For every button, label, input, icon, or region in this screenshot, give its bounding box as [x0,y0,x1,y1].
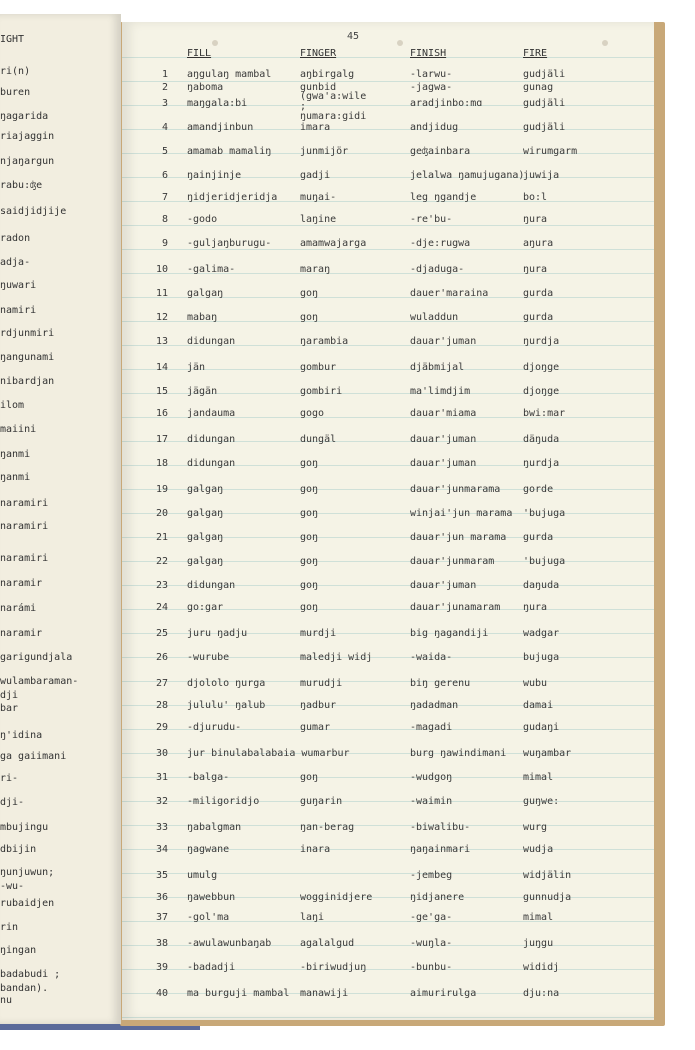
row-number: 12 [155,312,168,323]
finish-cell: big ŋagandiji [410,628,489,639]
left-page-fragment: radon [0,233,31,244]
fire-cell: damai [523,700,554,711]
finger-cell: ŋadbur [300,700,337,711]
finger-cell: imara [300,122,331,133]
finger-cell: aŋbirgalg [300,69,355,80]
finger-cell: goŋ [300,312,319,323]
finish-cell: burg ŋawindimani [410,748,507,759]
fire-cell: gudaŋi [523,722,560,733]
row-number: 9 [161,238,168,249]
fire-cell: wubu [523,678,548,689]
finger-cell: goŋ [300,580,319,591]
row-number: 31 [155,772,168,783]
row-number: 33 [155,822,168,833]
fire-cell: mimal [523,772,554,783]
row-number: 15 [155,386,168,397]
left-page-fragment: ri- [0,773,19,784]
fire-cell: ŋura [523,602,548,613]
fire-cell: guŋwe: [523,796,560,807]
fill-cell: -gol'ma [187,912,230,923]
finish-cell: jelalwa ŋamujugana) [410,170,525,181]
finger-cell: goŋ [300,288,319,299]
fire-cell: widjälin [523,870,572,881]
finish-cell: dauar'juman [410,580,477,591]
fire-cell: mimal [523,912,554,923]
row-number: 27 [155,678,168,689]
finger-cell: goŋ [300,508,319,519]
fill-cell: galgaŋ [187,556,224,567]
finish-cell: -jembeg [410,870,453,881]
header-fill: FILL [187,48,212,59]
row-number: 16 [155,408,168,419]
fire-cell: wurg [523,822,548,833]
finish-cell: -djaduga- [410,264,465,275]
finish-cell: dauar'junmarama [410,484,501,495]
left-page-fragment: njaŋargun [0,156,55,167]
finger-cell: gogo [300,408,325,419]
finger-cell: maledji widj [300,652,373,663]
fill-cell: jur binulabalabaia wumarbur [187,748,350,759]
fire-cell: ŋurdja [523,336,560,347]
fill-cell: ŋidjeridjeridja [187,192,278,203]
finish-cell: -bunbu- [410,962,453,973]
fill-cell: -guljaŋburugu- [187,238,272,249]
row-number: 39 [155,962,168,973]
fill-cell: didungan [187,580,236,591]
finish-cell: winjai'jun marama [410,508,513,519]
left-page-fragment: rdjunmiri [0,328,55,339]
left-page-fragment: ri(n) [0,66,31,77]
left-page-fragment: adja- [0,257,31,268]
left-page-fragment: naramiri [0,553,49,564]
fire-cell: wadgar [523,628,560,639]
left-page-fragment: maiini [0,424,37,435]
finger-cell: -biriwudjuŋ [300,962,367,973]
finger-cell: amamwajarga [300,238,367,249]
finish-cell: dauer'maraina [410,288,489,299]
finger-cell: goŋ [300,556,319,567]
row-number: 19 [155,484,168,495]
fill-cell: ŋawebbun [187,892,236,903]
finish-cell: -waimin [410,796,453,807]
left-page [0,14,121,1024]
left-page-fragment: mbujingu [0,822,49,833]
fill-cell: didungan [187,434,236,445]
finish-cell: -wuŋla- [410,938,453,949]
fire-cell: ŋurdja [523,458,560,469]
row-number: 11 [155,288,168,299]
row-number: 21 [155,532,168,543]
row-number: 6 [161,170,168,181]
finger-cell: gumar [300,722,331,733]
left-page-fragment: ga gaiimani [0,751,67,762]
fire-cell: gudjäli [523,98,566,109]
left-page-fragment: IGHT [0,34,25,45]
row-number: 18 [155,458,168,469]
left-page-fragment: nibardjan [0,376,55,387]
fire-cell: gunag [523,82,554,93]
header-finish: FINISH [410,48,447,59]
finish-cell: dauar'miama [410,408,477,419]
left-page-fragment: wulambaraman- [0,676,79,687]
fill-cell: jandauma [187,408,236,419]
left-page-fragment: ŋagarida [0,111,49,122]
row-number: 37 [155,912,168,923]
row-number: 17 [155,434,168,445]
finish-cell: leg ŋgandje [410,192,477,203]
row-number: 13 [155,336,168,347]
finger-cell: goŋ [300,532,319,543]
row-number: 29 [155,722,168,733]
finger-cell: manawiji [300,988,349,999]
finger-cell: junmijör [300,146,349,157]
finger-cell: ŋan-berag [300,822,355,833]
finger-cell: goŋ [300,458,319,469]
finger-cell: dungäl [300,434,337,445]
left-page-fragment: bar [0,703,19,714]
fire-cell: bo:l [523,192,548,203]
left-page-fragment: nu [0,995,13,1006]
fire-cell: däŋuda [523,434,560,445]
finish-cell: -magadi [410,722,453,733]
finger-cell: ŋarambia [300,336,349,347]
fire-cell: bwi:mar [523,408,566,419]
fire-cell: gunnudja [523,892,572,903]
fill-cell: -miligoridjo [187,796,260,807]
fire-cell: wirumgarm [523,146,578,157]
fire-cell: gurda [523,288,554,299]
fire-cell: gudjäli [523,122,566,133]
left-page-fragment: badabudi ; [0,969,61,980]
fire-cell: dju:na [523,988,560,999]
fill-cell: didungan [187,336,236,347]
finish-cell: -waida- [410,652,453,663]
left-page-fragment: ŋanmi [0,472,31,483]
fill-cell: -godo [187,214,218,225]
fire-cell: djoŋge [523,386,560,397]
row-number: 24 [155,602,168,613]
fill-cell: jägän [187,386,218,397]
finish-cell: -ge'ga- [410,912,453,923]
fire-cell: gudjäli [523,69,566,80]
finish-cell: andjidug [410,122,459,133]
finger-cell: gunbid [300,82,337,93]
finish-cell: -dje:rugwa [410,238,471,249]
fill-cell: -badadji [187,962,236,973]
fill-cell: jän [187,362,206,373]
fill-cell: galgaŋ [187,532,224,543]
fill-cell: ŋabalgman [187,822,242,833]
finger-cell: inara [300,844,331,855]
fill-cell: -djurudu- [187,722,242,733]
finish-cell: -re'bu- [410,214,453,225]
row-number: 4 [161,122,168,133]
finish-cell: dauar'jun marama [410,532,507,543]
finger-cell: goŋ [300,602,319,613]
fill-cell: galgaŋ [187,288,224,299]
left-page-fragment: ŋuwari [0,280,37,291]
left-page-fragment: dji [0,690,19,701]
fill-cell: jululu' ŋalub [187,700,266,711]
finger-cell: guŋarin [300,796,343,807]
fill-cell: umulg [187,870,218,881]
fill-cell: didungan [187,458,236,469]
row-number: 3 [161,98,168,109]
row-number: 20 [155,508,168,519]
finish-cell: aimurirulga [410,988,477,999]
left-page-fragment: namiri [0,305,37,316]
fire-cell: wudja [523,844,554,855]
left-page-fragment: naramir [0,578,43,589]
fill-cell: galgaŋ [187,484,224,495]
left-page-fragment: naramir [0,628,43,639]
fire-cell: gorde [523,484,554,495]
finger-cell: maraŋ [300,264,331,275]
fill-cell: juru ŋadju [187,628,248,639]
fire-cell: wuŋambar [523,748,572,759]
finger-cell: laŋi [300,912,325,923]
finish-cell: ŋadadman [410,700,459,711]
left-page-fragment: ŋingan [0,945,37,956]
row-number: 32 [155,796,168,807]
left-page-fragment: rabu:ʤe [0,180,43,191]
fill-cell: ma burguji mambal [187,988,290,999]
finger-cell: muŋai- [300,192,337,203]
row-number: 7 [161,192,168,203]
fire-cell: juŋgu [523,938,554,949]
row-number: 5 [161,146,168,157]
fire-cell: daŋuda [523,580,560,591]
fire-cell: gurda [523,532,554,543]
fill-cell: djololo ŋurga [187,678,266,689]
finish-cell: -wudgoŋ [410,772,453,783]
punch-hole [397,40,403,46]
fill-cell: ŋagwane [187,844,230,855]
fill-cell: go:gar [187,602,224,613]
finger-cell: agalalgud [300,938,355,949]
finish-cell: ŋaŋainmari [410,844,471,855]
finger-cell: (gwa'a:wile ; ŋumara:gidi [300,91,367,122]
fire-cell: djoŋge [523,362,560,373]
row-number: 2 [161,82,168,93]
fill-cell: amamab mamaliŋ [187,146,272,157]
row-number: 25 [155,628,168,639]
finger-cell: gombiri [300,386,343,397]
row-number: 14 [155,362,168,373]
left-page-fragment: riajaggin [0,131,55,142]
finger-cell: laŋine [300,214,337,225]
row-number: 35 [155,870,168,881]
finger-cell: gadji [300,170,331,181]
punch-hole [602,40,608,46]
left-page-fragment: dji- [0,797,25,808]
fire-cell: wididj [523,962,560,973]
punch-hole [212,40,218,46]
left-page-fragment: buren [0,87,31,98]
left-page-fragment: naramiri [0,521,49,532]
fill-cell: amandjinbun [187,122,254,133]
finger-cell: gombur [300,362,337,373]
header-finger: FINGER [300,48,337,59]
fill-cell: ŋainjinje [187,170,242,181]
finger-cell: murudji [300,678,343,689]
row-number: 28 [155,700,168,711]
row-number: 26 [155,652,168,663]
left-page-fragment: narámi [0,603,37,614]
fire-cell: ŋura [523,214,548,225]
finger-cell: wogginidjere [300,892,373,903]
fire-cell: ŋura [523,264,548,275]
row-number: 10 [155,264,168,275]
fire-cell: juwija [523,170,560,181]
row-number: 38 [155,938,168,949]
left-page-fragment: naramiri [0,498,49,509]
finish-cell: djäbmijal [410,362,465,373]
fire-cell: bujuga [523,652,560,663]
fill-cell: aŋgulaŋ mambal [187,69,272,80]
finish-cell: dauar'junamaram [410,602,501,613]
fill-cell: -balga- [187,772,230,783]
row-number: 36 [155,892,168,903]
finger-cell: goŋ [300,772,319,783]
fill-cell: -awulawunbaŋab [187,938,272,949]
row-number: 23 [155,580,168,591]
finger-cell: murdji [300,628,337,639]
row-number: 34 [155,844,168,855]
left-page-fragment: ŋunjuwun; [0,867,55,878]
finish-cell: biŋ gerenu [410,678,471,689]
finish-cell: -jagwa- [410,82,453,93]
left-page-fragment: rin [0,922,19,933]
finish-cell: -biwalibu- [410,822,471,833]
fill-cell: -wurube [187,652,230,663]
row-number: 8 [161,214,168,225]
finish-cell: dauar'juman [410,336,477,347]
fill-cell: mabaŋ [187,312,218,323]
left-page-fragment: ŋ'idina [0,730,43,741]
finish-cell: wuladdun [410,312,459,323]
left-page-fragment: saidjidjije [0,206,67,217]
finish-cell: ŋidjanere [410,892,465,903]
finger-cell: goŋ [300,484,319,495]
fill-cell: -galima- [187,264,236,275]
left-page-fragment: bandan). [0,983,49,994]
row-number: 1 [161,69,168,80]
finish-cell: dauar'junmaram [410,556,495,567]
left-page-fragment: rubaidjen [0,898,55,909]
finish-cell: aradjinbo:mɑ [410,98,483,109]
fill-cell: ŋaboma [187,82,224,93]
fill-cell: maŋgala:bi [187,98,248,109]
finish-cell: -larwu- [410,69,453,80]
finish-cell: geʤainbara [410,146,471,157]
left-page-fragment: garigundjala [0,652,73,663]
finish-cell: ma'limdjim [410,386,471,397]
page-number: 45 [347,31,360,42]
fire-cell: 'bujuga [523,556,566,567]
row-number: 22 [155,556,168,567]
fire-cell: aŋura [523,238,554,249]
finish-cell: dauar'juman [410,458,477,469]
fire-cell: gurda [523,312,554,323]
left-page-fragment: ilom [0,400,25,411]
left-page-fragment: ŋangunami [0,352,55,363]
row-number: 30 [155,748,168,759]
fire-cell: 'bujuga [523,508,566,519]
finish-cell: dauar'juman [410,434,477,445]
row-number: 40 [155,988,168,999]
fill-cell: galgaŋ [187,508,224,519]
left-page-fragment: ŋanmi [0,449,31,460]
left-page-fragment: -wu- [0,881,25,892]
header-fire: FIRE [523,48,548,59]
left-page-fragment: dbijin [0,844,37,855]
